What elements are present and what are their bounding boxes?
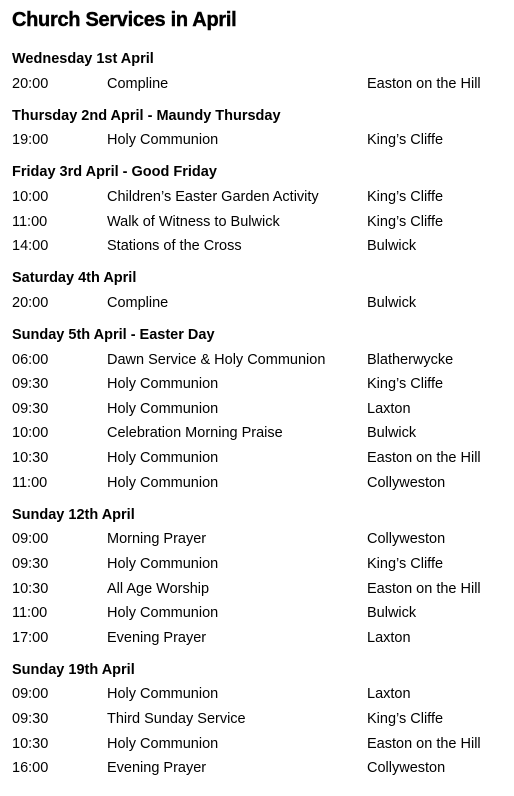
service-name: Morning Prayer [107, 531, 207, 548]
service-name: Holy Communion [107, 132, 219, 149]
service-name: Compline [107, 294, 169, 311]
service-time: 20:00 [12, 294, 49, 311]
service-time: 09:30 [12, 711, 49, 727]
service-name: Evening Prayer [107, 760, 207, 777]
service-name: Third Sunday Service [107, 711, 246, 727]
service-time: 11:00 [12, 474, 48, 491]
service-name: Walk of Witness to Bulwick [107, 213, 280, 230]
service-location: Easton on the Hill [367, 580, 481, 597]
service-time: 09:00 [12, 531, 49, 548]
service-time: 10:30 [12, 735, 49, 752]
service-location: Bulwick [367, 425, 417, 442]
service-name: Holy Communion [107, 376, 219, 393]
service-time: 10:00 [12, 425, 49, 442]
service-location: King’s Cliffe [367, 189, 444, 205]
service-name: Compline [107, 75, 169, 92]
service-time: 09:30 [12, 400, 49, 417]
service-location: Easton on the Hill [367, 450, 481, 466]
service-time: 09:30 [12, 376, 49, 393]
day-heading: Wednesday 1st April [12, 51, 154, 67]
page-title: Church Services in April [12, 9, 237, 31]
service-location: Laxton [367, 629, 411, 646]
service-name: Holy Communion [107, 400, 219, 417]
service-location: Laxton [367, 400, 411, 417]
service-name: Holy Communion [107, 555, 219, 572]
service-name: Stations of the Cross [107, 238, 242, 255]
day-heading: Saturday 4th April [12, 270, 137, 287]
service-location: Easton on the Hill [367, 75, 481, 92]
service-time: 17:00 [12, 629, 49, 646]
service-name: Dawn Service & Holy Communion [107, 351, 326, 368]
service-time: 10:30 [12, 580, 49, 597]
service-location: Easton on the Hill [367, 735, 481, 752]
service-location: Collyweston [367, 760, 446, 777]
day-heading: Sunday 12th April [12, 506, 135, 523]
service-name: Holy Communion [107, 450, 219, 466]
service-time: 06:00 [12, 351, 49, 368]
service-location: Bulwick [367, 238, 417, 255]
service-time: 20:00 [12, 75, 49, 92]
service-location: King’s Cliffe [367, 555, 444, 572]
service-time: 11:00 [12, 605, 48, 622]
service-time: 09:00 [12, 686, 49, 703]
service-location: Collyweston [367, 531, 446, 548]
service-name: Children’s Easter Garden Activity [107, 189, 319, 205]
service-location: Bulwick [367, 605, 417, 622]
service-location: Laxton [367, 686, 411, 703]
service-time: 09:30 [12, 555, 49, 572]
day-heading: Sunday 19th April [12, 661, 135, 678]
service-name: Holy Communion [107, 686, 219, 703]
service-name: Holy Communion [107, 605, 219, 622]
service-time: 11:00 [12, 213, 48, 230]
service-time: 19:00 [12, 132, 49, 149]
service-name: All Age Worship [107, 580, 210, 597]
service-time: 14:00 [12, 238, 49, 255]
service-name: Holy Communion [107, 474, 219, 491]
day-heading: Sunday 5th April - Easter Day [12, 327, 215, 343]
service-time: 10:00 [12, 189, 49, 205]
service-location: King’s Cliffe [367, 213, 444, 230]
service-location: King’s Cliffe [367, 376, 444, 393]
day-heading: Thursday 2nd April - Maundy Thursday [12, 107, 281, 124]
service-location: Bulwick [367, 294, 417, 311]
day-heading: Friday 3rd April - Good Friday [12, 164, 217, 181]
service-time: 10:30 [12, 450, 49, 466]
service-location: Blatherwycke [367, 351, 454, 368]
service-time: 16:00 [12, 760, 49, 777]
service-location: King’s Cliffe [367, 711, 444, 727]
service-location: Collyweston [367, 474, 446, 491]
service-name: Holy Communion [107, 735, 219, 752]
service-location: King’s Cliffe [367, 132, 444, 149]
service-name: Celebration Morning Praise [107, 425, 283, 442]
service-name: Evening Prayer [107, 629, 207, 646]
